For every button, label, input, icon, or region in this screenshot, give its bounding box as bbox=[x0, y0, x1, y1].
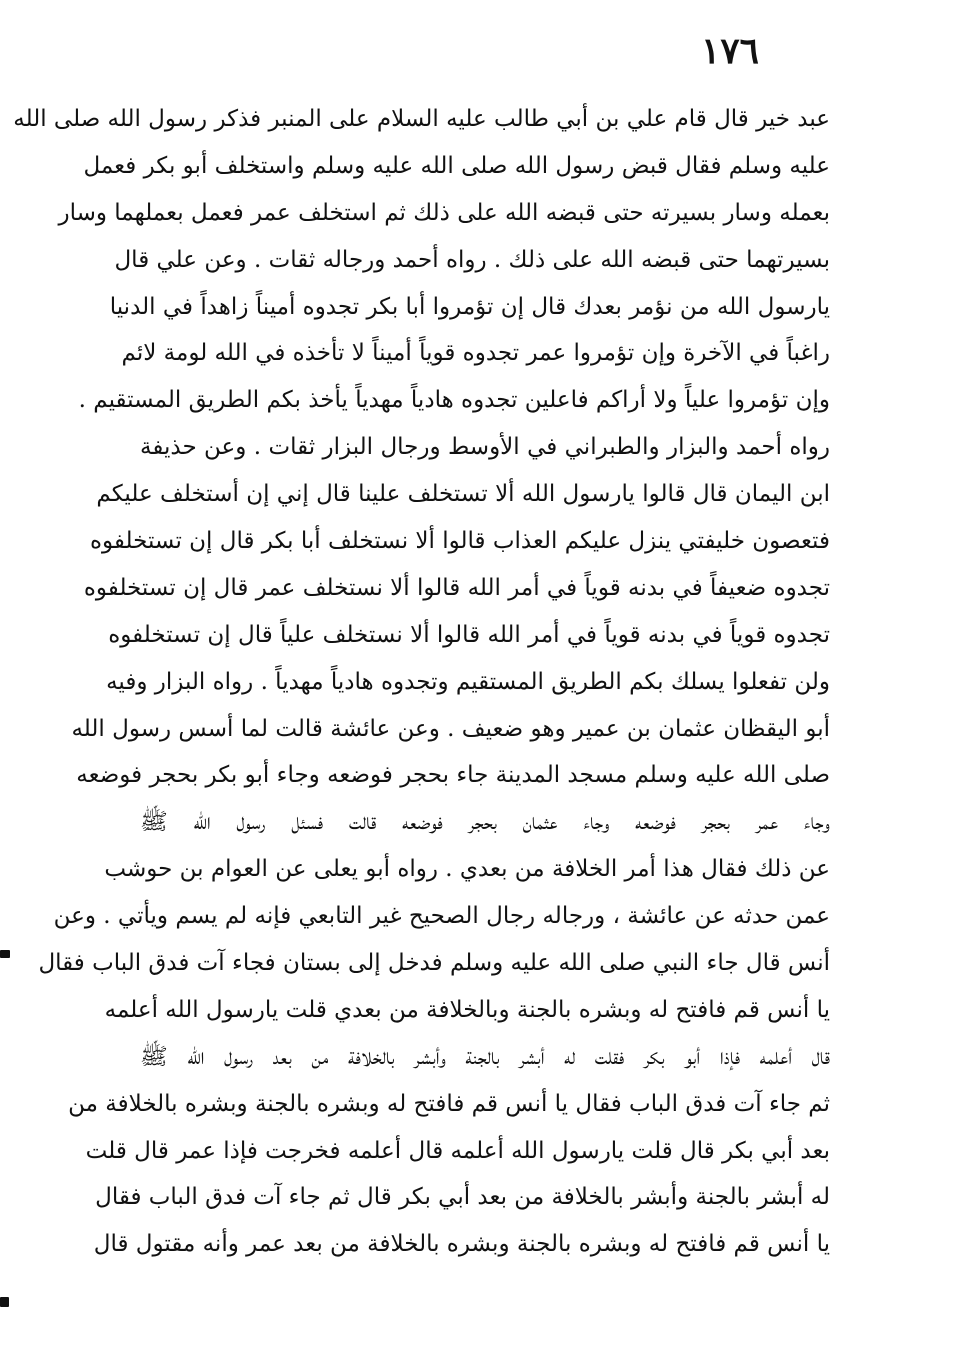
page-number: ١٧٦ bbox=[700, 30, 759, 72]
text-line: وجاء عمر بحجر فوضعه وجاء عثمان بحجر فوضعه قالت فسئل رسول الله ﷺ bbox=[140, 809, 830, 836]
text-line: عمن حدثه عن عائشة ، ورجاله رجال الصحيح غير التابعي فإنه لم يسم ويأتي . وعن bbox=[53, 903, 830, 930]
text-line: فتعصون خليفتي ينزل عليكم العذاب قالوا ألا نستخلف أبا بكر قال إن تستخلفوه bbox=[89, 528, 830, 555]
text-line: عن ذلك فقال هذا أمر الخلافة من بعدي . رواه أبو يعلى عن العوام بن حوشب bbox=[104, 856, 830, 883]
text-line: تجدوه قوياً في بدنه قوياً في أمر الله قالوا ألا نستخلف علياً قال إن تستخلفوه bbox=[108, 621, 830, 648]
text-line: ثم جاء آت فدق الباب فقال يا أنس قم فافتح له وبشره بالجنة وبشره بالخلافة من bbox=[68, 1090, 830, 1117]
text-line: وإن تؤمروا علياً ولا أراكم فاعلين تجدوه هادياً مهدياً يأخذ بكم الطريق المستقيم . bbox=[78, 387, 830, 414]
text-line: صلى الله عليه وسلم مسجد المدينة جاء بحجر فوضعه وجاء أبو بكر بحجر فوضعه bbox=[76, 762, 830, 789]
text-line: عبد خير قال قام علي بن أبي طالب عليه السلام على المنبر فذكر رسول الله صلى الله bbox=[13, 106, 830, 132]
body-text bbox=[13, 96, 830, 1268]
text-line: رواه أحمد والبزار والطبراني في الأوسط ورجال البزار ثقات . وعن حذيفة bbox=[140, 434, 830, 461]
text-line: بسيرتهما حتى قبضه الله على ذلك . رواه أحمد ورجاله ثقات . وعن علي قال bbox=[114, 246, 830, 273]
text-line: يا أنس قم فافتح له وبشره بالجنة وبشره بالخلافة من بعد عمر وأنه مقتول قال bbox=[93, 1231, 830, 1258]
text-line: أبو اليقظان عثمان بن عمير وهو ضعيف . وعن عائشة قالت لما أسس رسول الله bbox=[71, 715, 830, 742]
text-line: له أبشر بالجنة وأبشر بالخلافة من بعد أبي بكر قال ثم جاء آت فدق الباب فقال bbox=[95, 1184, 830, 1211]
scan-edge-mark bbox=[0, 1297, 9, 1307]
text-line: قال أعلمه فإذا أبو بكر فقلت له أبشر بالجنة وأبشر بالخلافة من بعد رسول الله ﷺ bbox=[140, 1043, 830, 1070]
text-line: تجدوه ضعيفاً في بدنه قوياً في أمر الله قالوا ألا نستخلف عمر قال إن تستخلفوه bbox=[83, 574, 830, 601]
text-line: بعد أبي بكر قال قلت يارسول الله أعلمه قال أعلمه فخرجت فإذا عمر قال قلت bbox=[85, 1137, 830, 1164]
text-line: ابن اليمان قال قالوا يارسول الله ألا تستخلف علينا قال إني إن أستخلف عليكم bbox=[96, 481, 830, 508]
text-line: ولن تفعلوا يسلك بكم الطريق المستقيم وتجدوه هادياً مهدياً . رواه البزار وفيه bbox=[106, 668, 830, 695]
text-line: أنس قال جاء النبي صلى الله عليه وسلم فدخل إلى بستان فجاء آت فدق الباب فقال bbox=[38, 950, 830, 977]
text-line: يارسول الله من نؤمر بعدك قال إن تؤمروا أبا بكر تجدوه أميناً زاهداً في الدنيا bbox=[109, 293, 830, 320]
text-line: بعمله وسار بسيرته حتى قبضه الله على ذلك ثم استخلف عمر فعمل بعملهما وسار bbox=[58, 199, 830, 226]
text-line: يا أنس قم فافتح له وبشره بالجنة وبالخلافة من بعدي قلت يارسول الله أعلمه bbox=[104, 996, 830, 1023]
scan-edge-mark bbox=[0, 950, 10, 958]
text-line: راغباً في الآخرة وإن تؤمروا عمر تجدوه قوياً أميناً لا تأخذه في الله لومة لائم bbox=[121, 340, 830, 367]
text-line: عليه وسلم فقال قبض رسول الله صلى الله عليه وسلم واستخلف أبو بكر فعمل bbox=[83, 152, 830, 179]
